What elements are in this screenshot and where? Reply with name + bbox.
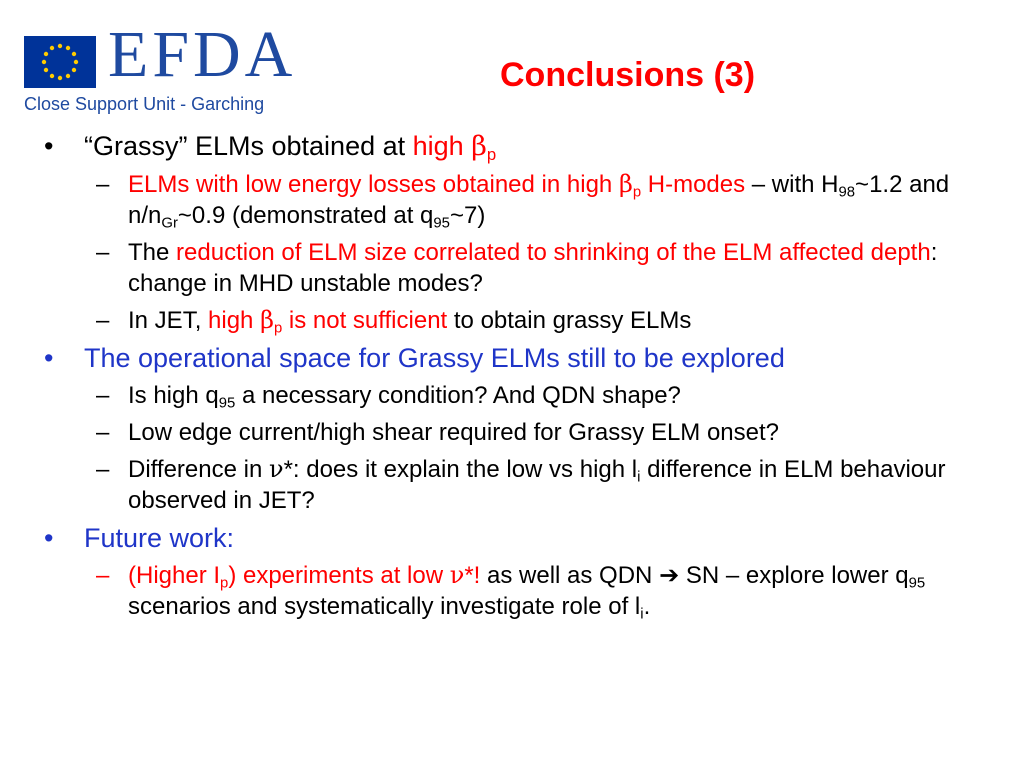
- text: .: [643, 593, 651, 620]
- subscript: p: [486, 145, 497, 165]
- subscript: 95: [218, 395, 236, 412]
- subscript: Gr: [161, 215, 178, 232]
- subscript: p: [632, 184, 642, 201]
- sub-bullet-higher-ip: [40, 560, 990, 622]
- text: ~1.2 and n/n: [128, 171, 950, 229]
- subscript: i: [637, 469, 641, 486]
- sub-bullet-elm-size: [40, 237, 990, 299]
- text-highlight: is not sufficient: [282, 307, 448, 334]
- efda-logo: [24, 18, 304, 116]
- text: SN – explore lower q: [679, 562, 909, 589]
- dash-marker: –: [96, 382, 110, 409]
- text-highlight: high: [208, 307, 261, 334]
- text: *: does it explain the low vs high l: [283, 456, 638, 483]
- subscript: p: [273, 320, 283, 337]
- dash-marker: –: [96, 562, 110, 589]
- arrow-right-icon: ➔: [659, 561, 680, 589]
- subscript: 98: [838, 184, 856, 201]
- text: difference in ELM behaviour observed in JET?: [128, 456, 946, 514]
- efda-logo-text: EFDA: [108, 18, 297, 91]
- subscript: 95: [908, 575, 926, 592]
- bullet-dot: •: [44, 523, 54, 553]
- dash-marker: –: [96, 171, 110, 198]
- beta-symbol: β: [471, 131, 487, 162]
- bullet-dot: •: [44, 131, 54, 161]
- text: to obtain grassy ELMs: [447, 307, 692, 334]
- unit-name: Close Support Unit - Garching: [24, 94, 265, 114]
- sub-bullet-nu-star: [40, 454, 990, 516]
- subscript: 95: [433, 215, 450, 232]
- nu-symbol: ν: [268, 455, 284, 483]
- text: – with H: [745, 171, 839, 198]
- text-highlight: *!: [464, 562, 481, 589]
- text: In JET,: [128, 307, 209, 334]
- text-highlight: ) experiments at low: [228, 562, 450, 589]
- text: ~0.9 (demonstrated at q: [177, 202, 434, 229]
- sub-bullet-low-energy: [40, 169, 990, 231]
- nu-symbol: ν: [449, 561, 465, 589]
- eu-flag-icon: [24, 36, 96, 88]
- text: Difference in: [128, 456, 269, 483]
- sub-bullet-edge-current: [40, 417, 990, 448]
- dash-marker: –: [96, 307, 110, 334]
- text-highlight: H-modes: [641, 171, 746, 198]
- bullet-grassy-elms: [40, 130, 990, 163]
- text: The operational space for Grassy ELMs still to be explored: [84, 343, 785, 373]
- text: a necessary condition? And QDN shape?: [235, 382, 681, 409]
- dash-marker: –: [96, 419, 110, 446]
- text-highlight: high: [412, 131, 472, 161]
- bullet-dot: •: [44, 343, 54, 373]
- text: as well as QDN: [480, 562, 660, 589]
- text-highlight: (Higher I: [128, 562, 221, 589]
- text-highlight: ELMs with low energy losses obtained in high: [128, 171, 619, 198]
- text: The: [128, 239, 177, 266]
- text: Low edge current/high shear required for Grassy ELM onset?: [128, 419, 780, 446]
- slide-title: Conclusions (3): [500, 56, 756, 94]
- text: Is high q: [128, 382, 219, 409]
- subscript: p: [220, 575, 229, 592]
- text: : change in MHD unstable modes?: [128, 239, 938, 297]
- sub-bullet-q95: [40, 380, 990, 411]
- slide-content: [40, 130, 990, 628]
- dash-marker: –: [96, 456, 110, 483]
- bullet-future-work: [40, 522, 990, 554]
- beta-symbol: β: [260, 306, 274, 334]
- text: scenarios and systematically investigate role of l: [128, 593, 641, 620]
- dash-marker: –: [96, 239, 110, 266]
- sub-bullet-jet: [40, 305, 990, 336]
- beta-symbol: β: [618, 170, 633, 198]
- text-highlight: reduction of ELM size correlated to shrinking of the ELM affected depth: [176, 239, 931, 266]
- subscript: i: [640, 606, 644, 623]
- text: ~7): [449, 202, 486, 229]
- text: “Grassy” ELMs obtained at: [84, 131, 413, 161]
- bullet-operational-space: [40, 342, 990, 374]
- text: Future work:: [84, 523, 235, 553]
